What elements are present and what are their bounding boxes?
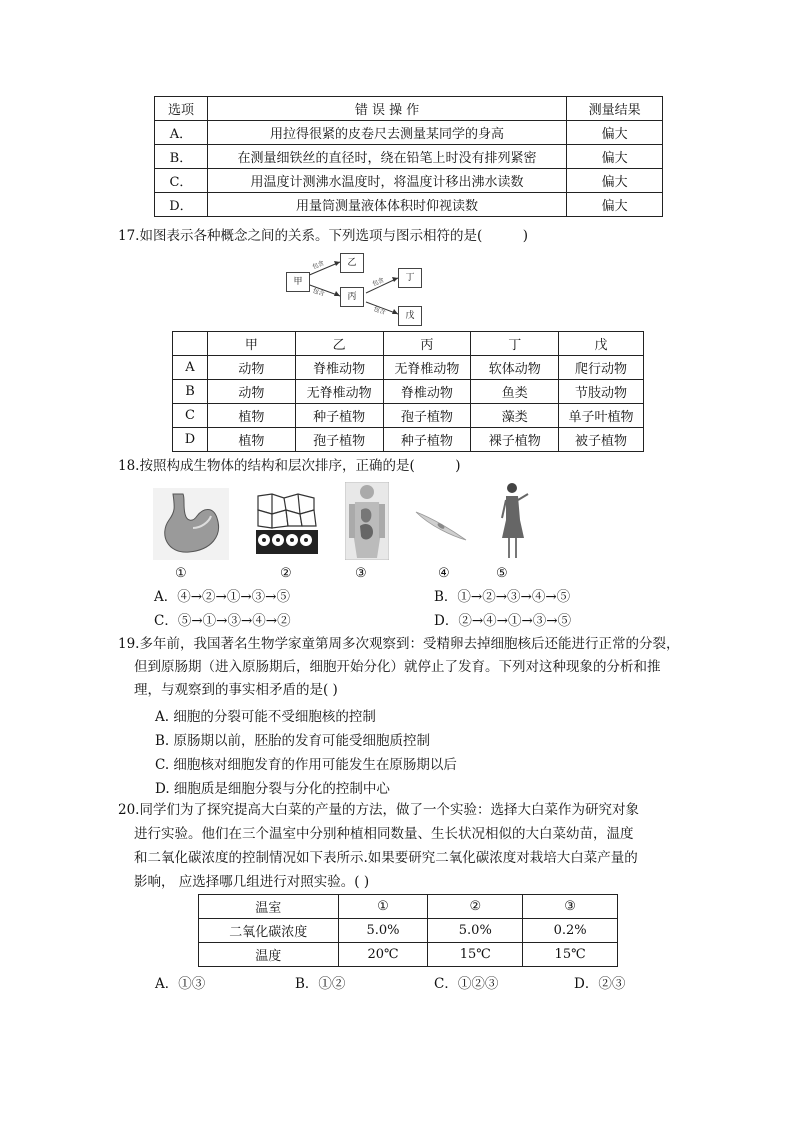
concept-box-yi: 乙	[340, 253, 364, 273]
table-cell: 20℃	[338, 943, 428, 967]
table-cell: 裸子植物	[471, 428, 559, 452]
person-image	[496, 480, 532, 562]
table-cell: B	[173, 380, 208, 404]
q18-option-b: B．①→②→③→④→⑤	[434, 589, 571, 605]
table-cell: 节肢动物	[559, 380, 644, 404]
q20-stem-line: 20.同学们为了探究提高大白菜的产量的方法，做了一个实验：选择大白菜作为研究对象	[118, 802, 639, 818]
q18-option-c: C．⑤→①→③→④→②	[154, 613, 291, 629]
concept-box-wu: 戊	[398, 306, 422, 326]
concept-box-jia: 甲	[286, 272, 310, 292]
table-cell: 脊椎动物	[295, 356, 383, 380]
relation-label: 包含	[372, 305, 387, 317]
q20-stem-line: 和二氧化碳浓度的控制情况如下表所示.如果要研究二氧化碳浓度对栽培大白菜产量的	[134, 850, 638, 866]
table-cell: 在测量细铁丝的直径时，绕在铅笔上时没有排列紧密	[207, 145, 566, 169]
image-caption: ⑤	[496, 566, 508, 581]
table-cell: 种子植物	[295, 404, 383, 428]
table-cell: 植物	[207, 428, 295, 452]
table-cell	[173, 332, 208, 356]
table-cell: 5.0%	[338, 919, 428, 943]
q19-option-b: B. 原肠期以前，胚胎的发育可能受细胞质控制	[155, 733, 431, 749]
table-cell: 爬行动物	[559, 356, 644, 380]
q19-stem-line: 但到原肠期（进入原肠期后，细胞开始分化）就停止了发育。下列对这种现象的分析和推	[134, 659, 661, 675]
table-cell: 用温度计测沸水温度时，将温度计移出沸水读数	[207, 169, 566, 193]
concept-box-bing: 丙	[340, 287, 364, 307]
concept-box-ding: 丁	[398, 268, 422, 288]
table-cell: 孢子植物	[295, 428, 383, 452]
table-cell: 偏大	[567, 169, 663, 193]
table-cell: 5.0%	[428, 919, 523, 943]
q18-stem: 18.按照构成生物体的结构和层次排序，正确的是( )	[118, 458, 461, 474]
table-cell: 偏大	[567, 121, 663, 145]
table-cell: 被子植物	[559, 428, 644, 452]
table-cell: B．	[155, 145, 208, 169]
q18-option-d: D．②→④→①→③→⑤	[434, 613, 572, 629]
table-cell: ③	[523, 895, 618, 919]
table-cell: 种子植物	[383, 428, 471, 452]
table-cell: 动物	[207, 380, 295, 404]
table-cell: 偏大	[567, 145, 663, 169]
table-cell: 丙	[383, 332, 471, 356]
table-cell: 无脊椎动物	[295, 380, 383, 404]
q16-header-operation: 错 误 操 作	[207, 97, 566, 121]
q19-option-a: A. 细胞的分裂可能不受细胞核的控制	[155, 709, 376, 725]
q16-header-option: 选项	[155, 97, 208, 121]
table-cell: 15℃	[428, 943, 523, 967]
image-caption: ①	[175, 566, 187, 581]
q19-stem-line: 理，与观察到的事实相矛盾的是( )	[134, 682, 338, 698]
q20-stem-line: 影响， 应选择哪几组进行对照实验。( )	[134, 874, 370, 890]
q16-table	[154, 96, 663, 217]
table-cell: 软体动物	[471, 356, 559, 380]
table-cell: 丁	[471, 332, 559, 356]
table-cell: C	[173, 404, 208, 428]
tissue-image	[256, 492, 318, 556]
table-cell: 植物	[207, 404, 295, 428]
table-cell: 偏大	[567, 193, 663, 217]
cell-image	[412, 508, 470, 544]
table-cell: A．	[155, 121, 208, 145]
table-cell: D．	[155, 193, 208, 217]
q20-option-c: C．①②③	[434, 976, 499, 992]
table-cell: 戊	[559, 332, 644, 356]
table-cell: 二氧化碳浓度	[199, 919, 339, 943]
relation-label: 包含	[311, 287, 326, 298]
human-system-image	[345, 482, 389, 560]
table-cell: 温度	[199, 943, 339, 967]
table-cell: 动物	[207, 356, 295, 380]
stomach-image	[153, 488, 229, 560]
image-caption: ②	[280, 566, 292, 581]
table-cell: 甲	[207, 332, 295, 356]
table-cell: 脊椎动物	[383, 380, 471, 404]
table-cell: 无脊椎动物	[383, 356, 471, 380]
q19-option-c: C. 细胞核对细胞发育的作用可能发生在原肠期以后	[155, 757, 457, 773]
image-caption: ④	[438, 566, 450, 581]
table-cell: ②	[428, 895, 523, 919]
table-cell: 乙	[295, 332, 383, 356]
table-cell: 15℃	[523, 943, 618, 967]
table-cell: ①	[338, 895, 428, 919]
table-cell: 0.2%	[523, 919, 618, 943]
table-cell: 鱼类	[471, 380, 559, 404]
table-cell: 用拉得很紧的皮卷尺去测量某同学的身高	[207, 121, 566, 145]
table-cell: 藻类	[471, 404, 559, 428]
q17-table	[172, 331, 644, 452]
q20-option-b: B．①②	[295, 976, 346, 992]
q20-stem-line: 进行实验。他们在三个温室中分别种植相同数量、生长状况相似的大白菜幼苗，温度	[134, 826, 634, 842]
table-cell: 孢子植物	[383, 404, 471, 428]
q20-option-d: D．②③	[574, 976, 626, 992]
q18-option-a: A．④→②→①→③→⑤	[154, 589, 290, 605]
table-cell: A	[173, 356, 208, 380]
relation-label: 包含	[311, 259, 326, 271]
q16-header-result: 测量结果	[567, 97, 663, 121]
q19-stem-line: 19.多年前，我国著名生物学家童第周多次观察到：受精卵去掉细胞核后还能进行正常的分裂，	[118, 636, 680, 652]
table-cell: 单子叶植物	[559, 404, 644, 428]
relation-label: 包含	[371, 276, 386, 288]
q17-stem: 17.如图表示各种概念之间的关系。下列选项与图示相符的是( )	[118, 228, 529, 244]
q20-table	[198, 894, 618, 967]
table-cell: C．	[155, 169, 208, 193]
image-caption: ③	[355, 566, 367, 581]
q20-option-a: A．①③	[155, 976, 206, 992]
table-cell: 用量筒测量液体体积时仰视读数	[207, 193, 566, 217]
q19-option-d: D. 细胞质是细胞分裂与分化的控制中心	[155, 781, 390, 797]
table-cell: 温室	[199, 895, 339, 919]
table-cell: D	[173, 428, 208, 452]
